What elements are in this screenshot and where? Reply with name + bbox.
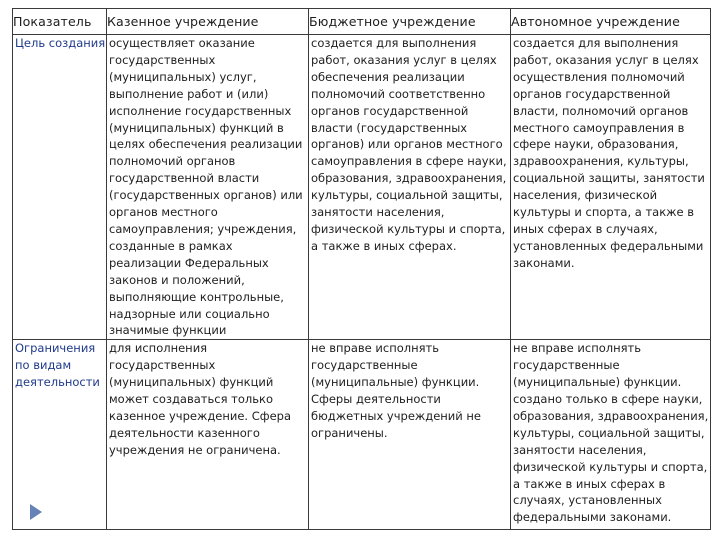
table-header-row (13, 9, 711, 35)
cell-purpose-kazennoe: осуществляет оказание государственных (муниципальных) услуг, выполнение работ и (или) исполнение государственных (муниципальных) функций в целях обеспечения реализации полномочий органов государственной власти (государственных органов) или органов местного самоуправления; учреждения, созданные в рамках реализации Федеральных законов и положений, выполняющие контрольные, надзорные или социально значимые функции (107, 35, 309, 340)
comparison-table (12, 8, 711, 530)
cell-restrictions-avtonomnoe: не вправе исполнять государственные (муниципальные) функции. создано только в сфере науки, образования, здравоохранения, культуры, социальной защиты, занятости населения, физической культуры и спорта, а также в иных сферах в случаях, установленных федеральными законами. (511, 340, 711, 530)
cell-purpose-byudzhetnoe: создается для выполнения работ, оказания услуг в целях обеспечения реализации полномочий соответственно органов государственной власти (государственных органов) или органов местного самоуправления в сфере науки, образования, здравоохранения, культуры, социальной защиты, занятости населения, физической культуры и спорта, а также в иных сферах. (309, 35, 511, 340)
table-row-restrictions (13, 340, 711, 530)
triangle-right-icon[interactable] (30, 504, 42, 520)
table-row-purpose (13, 35, 711, 340)
cell-restrictions-byudzhetnoe: не вправе исполнять государственные (муниципальные) функции. Сферы деятельности бюджетных учреждений не ограничены. (309, 340, 511, 530)
row-label-restrictions: Ограничения по видам деятельности (13, 340, 107, 530)
row-label-purpose: Цель создания (13, 35, 107, 340)
header-avtonomnoe: Автономное учреждение (511, 9, 711, 35)
cell-purpose-avtonomnoe: создается для выполнения работ, оказания услуг в целях осуществления полномочий органов государственной власти, полномочий органов местного самоуправления в сфере науки, образования, здравоохранения, культуры, социальной защиты, занятости населения, физической культуры и спорта, а также в иных сферах в случаях, установленных федеральными законами. (511, 35, 711, 340)
header-kazennoe: Казенное учреждение (107, 9, 309, 35)
header-byudzhetnoe: Бюджетное учреждение (309, 9, 511, 35)
cell-restrictions-kazennoe: для исполнения государственных (муниципальных) функций может создаваться только казенное учреждение. Сфера деятельности казенного учреждения не ограничена. (107, 340, 309, 530)
header-indicator: Показатель (13, 9, 107, 35)
